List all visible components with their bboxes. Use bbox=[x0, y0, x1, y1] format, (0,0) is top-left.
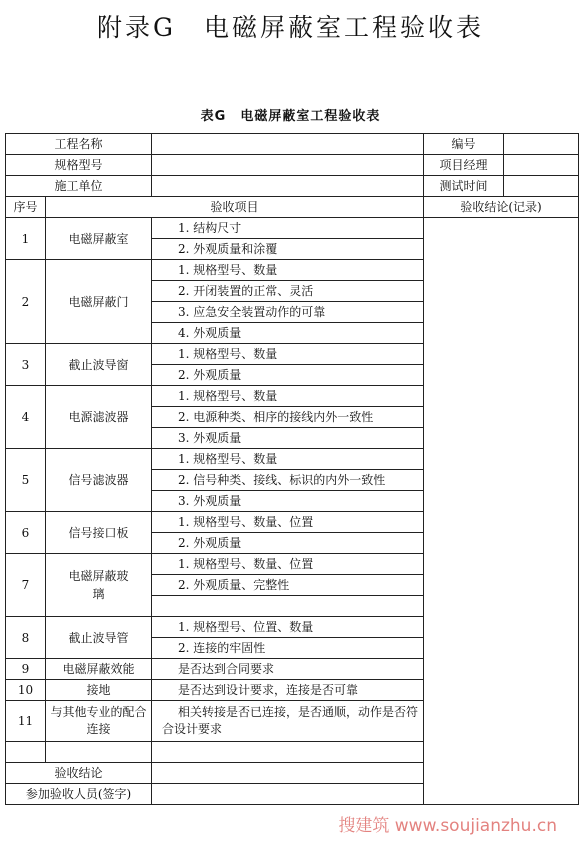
row-name: 接地 bbox=[46, 680, 152, 701]
header-row bbox=[6, 176, 579, 197]
column-header-row bbox=[6, 197, 579, 218]
watermark: 搜建筑 www.soujianzhu.cn bbox=[338, 816, 557, 836]
row-item: 2. 外观质量 bbox=[152, 365, 424, 386]
page-title: 附录G 电磁屏蔽室工程验收表 bbox=[97, 13, 484, 42]
row-item: 是否达到合同要求 bbox=[152, 659, 424, 680]
row-item: 4. 外观质量 bbox=[152, 323, 424, 344]
row-name: 电磁屏蔽门 bbox=[46, 260, 152, 344]
project-name-value bbox=[152, 134, 424, 155]
row-name: 截止波导窗 bbox=[46, 344, 152, 386]
conclusion-label: 验收结论 bbox=[6, 763, 152, 784]
row-item: 3. 外观质量 bbox=[152, 428, 424, 449]
row-item: 1. 规格型号、位置、数量 bbox=[152, 617, 424, 638]
number-label: 编号 bbox=[424, 134, 504, 155]
row-item bbox=[152, 596, 424, 617]
spec-model-value bbox=[152, 155, 424, 176]
row-item: 2. 信号种类、接线、标识的内外一致性 bbox=[152, 470, 424, 491]
row-name: 电源滤波器 bbox=[46, 386, 152, 449]
participants-row bbox=[6, 784, 579, 805]
participants-value bbox=[152, 784, 579, 805]
row-item: 1. 规格型号、数量 bbox=[152, 449, 424, 470]
row-name: 电磁屏蔽玻璃 bbox=[46, 554, 152, 617]
col-items-header: 验收项目 bbox=[46, 197, 424, 218]
row-item: 1. 规格型号、数量 bbox=[152, 260, 424, 281]
row-no: 6 bbox=[6, 512, 46, 554]
row-no: 4 bbox=[6, 386, 46, 449]
row-no: 5 bbox=[6, 449, 46, 512]
row-item: 3. 应急安全装置动作的可靠 bbox=[152, 302, 424, 323]
row-name: 信号滤波器 bbox=[46, 449, 152, 512]
row-item: 2. 外观质量 bbox=[152, 533, 424, 554]
participants-label: 参加验收人员(签字) bbox=[6, 784, 152, 805]
spec-model-label: 规格型号 bbox=[6, 155, 152, 176]
row-no: 1 bbox=[6, 218, 46, 260]
row-item: 1. 规格型号、数量、位置 bbox=[152, 554, 424, 575]
row-no: 8 bbox=[6, 617, 46, 659]
row-no: 11 bbox=[6, 701, 46, 742]
test-time-label: 测试时间 bbox=[424, 176, 504, 197]
result-area bbox=[424, 218, 579, 805]
row-no: 10 bbox=[6, 680, 46, 701]
col-no-header: 序号 bbox=[6, 197, 46, 218]
construction-unit-label: 施工单位 bbox=[6, 176, 152, 197]
table-title: 表G 电磁屏蔽室工程验收表 bbox=[200, 109, 381, 124]
conclusion-value bbox=[152, 763, 579, 784]
table-row bbox=[6, 218, 579, 239]
row-item: 2. 电源种类、相序的接线内外一致性 bbox=[152, 407, 424, 428]
header-row bbox=[6, 134, 579, 155]
row-item: 1. 规格型号、数量 bbox=[152, 386, 424, 407]
row-item: 3. 外观质量 bbox=[152, 491, 424, 512]
row-no: 9 bbox=[6, 659, 46, 680]
row-item: 是否达到设计要求，连接是否可靠 bbox=[152, 680, 424, 701]
row-no: 3 bbox=[6, 344, 46, 386]
row-item: 2. 连接的牢固性 bbox=[152, 638, 424, 659]
test-time-value bbox=[504, 176, 579, 197]
row-item: 2. 外观质量和涂覆 bbox=[152, 239, 424, 260]
project-manager-label: 项目经理 bbox=[424, 155, 504, 176]
acceptance-table bbox=[5, 133, 579, 805]
construction-unit-value bbox=[152, 176, 424, 197]
row-name: 截止波导管 bbox=[46, 617, 152, 659]
conclusion-row bbox=[6, 763, 579, 784]
col-result-header: 验收结论(记录) bbox=[424, 197, 579, 218]
project-manager-value bbox=[504, 155, 579, 176]
row-name: 电磁屏蔽效能 bbox=[46, 659, 152, 680]
row-name: 电磁屏蔽室 bbox=[46, 218, 152, 260]
row-item: 1. 规格型号、数量、位置 bbox=[152, 512, 424, 533]
row-item: 2. 开闭装置的正常、灵活 bbox=[152, 281, 424, 302]
row-no: 7 bbox=[6, 554, 46, 617]
row-item: 1. 结构尺寸 bbox=[152, 218, 424, 239]
row-item: 相关转接是否已连接，是否通顺，动作是否符合设计要求 bbox=[152, 701, 424, 742]
row-no: 2 bbox=[6, 260, 46, 344]
row-item: 1. 规格型号、数量 bbox=[152, 344, 424, 365]
row-name: 与其他专业的配合连接 bbox=[46, 701, 152, 742]
header-row bbox=[6, 155, 579, 176]
row-item: 2. 外观质量、完整性 bbox=[152, 575, 424, 596]
row-name: 信号接口板 bbox=[46, 512, 152, 554]
number-value bbox=[504, 134, 579, 155]
project-name-label: 工程名称 bbox=[6, 134, 152, 155]
